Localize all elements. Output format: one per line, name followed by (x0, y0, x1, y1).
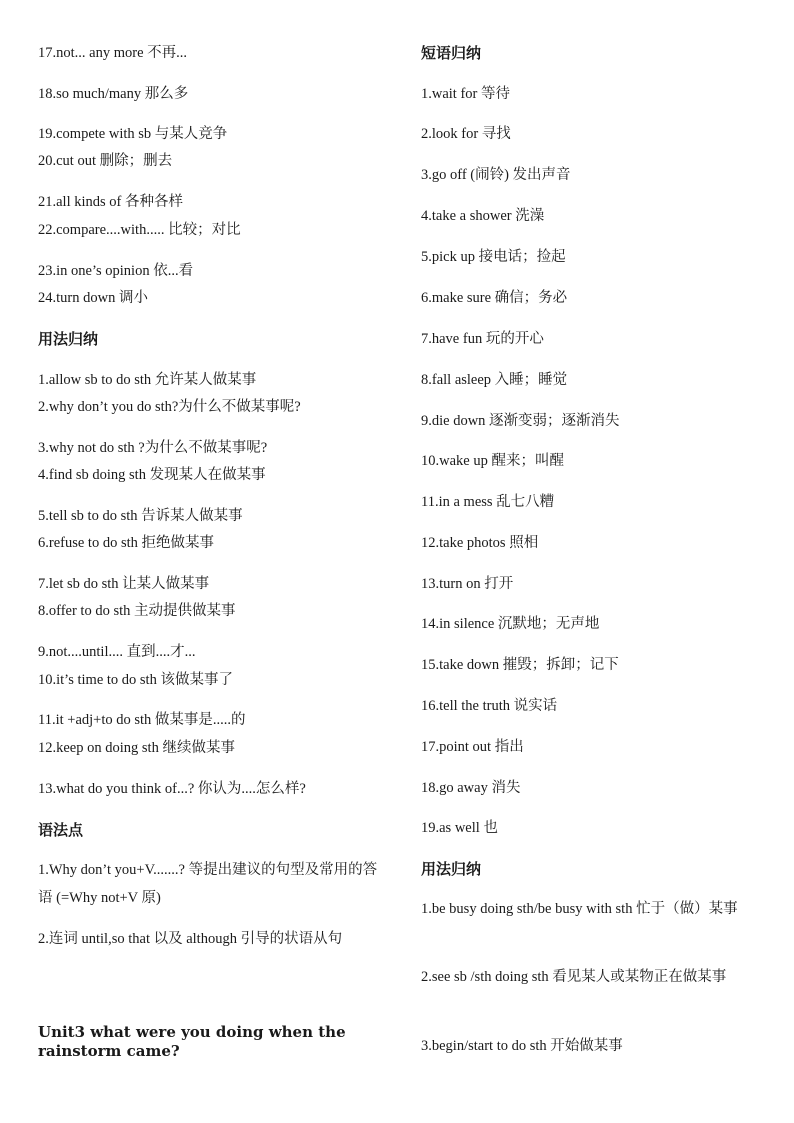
usage-item: 6.refuse to do sth 拒绝做某事 (38, 535, 214, 551)
usage-item: 1.allow sb to do sth 允许某人做某事 (38, 372, 257, 388)
phrase-item: 15.take down 摧毁；拆卸；记下 (421, 657, 619, 673)
phrase-item: 14.in silence 沉默地；无声地 (421, 616, 600, 632)
usage-item: 9.not....until.... 直到....才... (38, 644, 196, 660)
phrase-item: 8.fall asleep 入睡；睡觉 (421, 372, 568, 388)
grammar-item: 2.连词 until,so that 以及 although 引导的状语从句 (38, 931, 343, 947)
phrase-item: 12.take photos 照相 (421, 535, 539, 551)
phrase-item: 19.as well 也 (421, 820, 498, 836)
grammar-item: 1.Why don’t you+V.......? 等提出建议的句型及常用的答语 (=Why not+V 原) (38, 862, 378, 906)
usage-item: 8.offer to do sth 主动提供做某事 (38, 603, 236, 619)
phrase-item: 21.all kinds of 各种各样 (38, 194, 183, 210)
usage-item: 12.keep on doing sth 继续做某事 (38, 740, 235, 756)
phrase-item: 19.compete with sb 与某人竞争 (38, 126, 228, 142)
phrase-item: 7.have fun 玩的开心 (421, 331, 544, 347)
section-heading-grammar: 语法点 (38, 821, 84, 839)
phrase-item: 9.die down 逐渐变弱；逐渐消失 (421, 413, 620, 429)
phrase-item: 11.in a mess 乱七八糟 (421, 494, 555, 510)
usage-item: 1.be busy doing sth/be busy with sth 忙于（做）某事 (421, 901, 738, 917)
phrase-item: 3.go off (闹铃) 发出声音 (421, 167, 571, 183)
phrase-item: 22.compare....with..... 比较；对比 (38, 222, 241, 238)
usage-item: 4.find sb doing sth 发现某人在做某事 (38, 467, 266, 483)
phrase-item: 4.take a shower 洗澡 (421, 208, 545, 224)
usage-item: 10.it’s time to do sth 该做某事了 (38, 672, 233, 688)
phrase-item: 16.tell the truth 说实话 (421, 698, 558, 714)
phrase-item: 18.so much/many 那么多 (38, 86, 189, 102)
phrase-item: 17.not... any more 不再... (38, 45, 188, 61)
usage-item: 13.what do you think of...? 你认为....怎么样? (38, 781, 306, 797)
usage-item: 11.it +adj+to do sth 做某事是.....的 (38, 712, 246, 728)
section-heading-phrases: 短语归纳 (421, 44, 482, 62)
phrase-item: 1.wait for 等待 (421, 86, 510, 102)
phrase-item: 2.look for 寻找 (421, 126, 511, 142)
phrase-item: 24.turn down 调小 (38, 290, 148, 306)
phrase-item: 10.wake up 醒来；叫醒 (421, 453, 564, 469)
phrase-item: 23.in one’s opinion 依...看 (38, 263, 194, 279)
usage-item: 3.begin/start to do sth 开始做某事 (421, 1038, 623, 1054)
phrase-item: 18.go away 消失 (421, 780, 521, 796)
usage-item: 5.tell sb to do sth 告诉某人做某事 (38, 508, 243, 524)
phrase-item: 17.point out 指出 (421, 739, 524, 755)
section-heading-usage: 用法归纳 (38, 330, 99, 348)
usage-item: 3.why not do sth ?为什么不做某事呢? (38, 440, 268, 456)
phrase-item: 6.make sure 确信；务必 (421, 290, 568, 306)
phrase-item: 5.pick up 接电话；捡起 (421, 249, 566, 265)
usage-item: 7.let sb do sth 让某人做某事 (38, 576, 210, 592)
section-heading-usage: 用法归纳 (421, 860, 482, 878)
unit-title: Unit3 what were you doing when the rainstorm came? (38, 1023, 346, 1060)
usage-item: 2.why don’t you do sth?为什么不做某事呢? (38, 399, 301, 415)
usage-item: 2.see sb /sth doing sth 看见某人或某物正在做某事 (421, 969, 727, 985)
phrase-item: 13.turn on 打开 (421, 576, 514, 592)
phrase-item: 20.cut out 删除；删去 (38, 153, 173, 169)
